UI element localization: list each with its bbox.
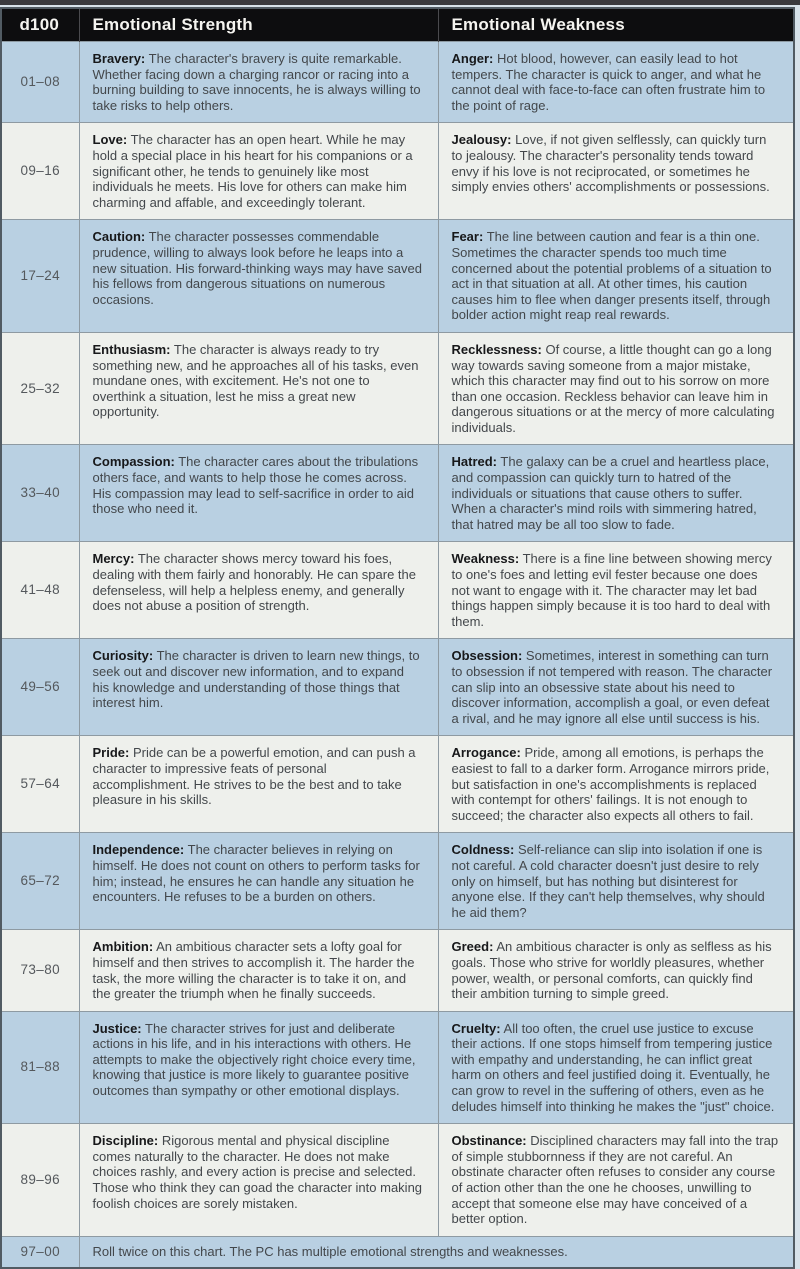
dice-range: 57–64 xyxy=(1,736,79,833)
dice-range: 65–72 xyxy=(1,833,79,930)
weakness-term: Coldness: xyxy=(451,842,515,858)
weakness-text: The galaxy can be a cruel and heartless place, and compassion can quickly turn to hatred of the individuals or situations that cause others to suffer. When a character's mind roils with simmering hatred, that hatred may be all too slow to fade. xyxy=(451,454,770,532)
table-row xyxy=(1,42,794,123)
strength-text: Pride can be a powerful emotion, and can push a character to impressive feats of personal accomplishment. He strives to be the best and to take pleasure in his skills. xyxy=(92,745,416,808)
emotional-strength-weakness-table xyxy=(0,7,795,1269)
strength-text: The character is driven to learn new things, to seek out and discover new information, and to expand his knowledge and understanding of those things that interest him. xyxy=(92,648,420,711)
strength-text: An ambitious character sets a lofty goal for himself and then strives to accomplish it. The harder the task, the more willing the character is to take it on, and the greater the triumph when he finally succeeds. xyxy=(92,939,415,1002)
strength-term: Love: xyxy=(92,132,128,148)
strength-term: Caution: xyxy=(92,229,146,245)
weakness-term: Weakness: xyxy=(451,551,520,567)
roll-twice-note: Roll twice on this chart. The PC has multiple emotional strengths and weaknesses. xyxy=(79,1236,794,1268)
strength-cell xyxy=(79,542,438,639)
weakness-term: Anger: xyxy=(451,51,494,66)
strength-text: The character shows mercy toward his foes, dealing with them fairly and honorably. He can spare the defenseless, will help a helpless enemy, and generally does not abuse a position of strength. xyxy=(92,551,417,614)
strength-term: Mercy: xyxy=(92,551,135,567)
table-header xyxy=(1,8,794,42)
weakness-term: Hatred: xyxy=(451,454,498,470)
table-row xyxy=(1,1011,794,1124)
weakness-text: Pride, among all emotions, is perhaps the easiest to fall to a darker form. Arrogance mirrors pride, but satisfaction in one's accomplishments is replaced with contempt for others' failings. It is not enough to succeed; the character also expects all others to fail. xyxy=(451,745,770,823)
table-row xyxy=(1,1124,794,1237)
weakness-term: Obsession: xyxy=(451,648,523,664)
dice-range: 97–00 xyxy=(1,1236,79,1268)
strength-term: Enthusiasm: xyxy=(92,341,171,357)
dice-range: 41–48 xyxy=(1,542,79,639)
strength-cell xyxy=(79,736,438,833)
dice-range: 33–40 xyxy=(1,445,79,542)
weakness-cell xyxy=(438,42,794,123)
strength-text: Rigorous mental and physical discipline comes naturally to the character. He does not make choices rashly, and every action is precise and selected. Those who think they can goad the character into making foolish choices are sorely mistaken. xyxy=(92,1133,423,1211)
weakness-text: An ambitious character is only as selfless as his goals. Those who strive for worldly pleasures, whether power, wealth, or personal comforts, can quickly find their ambition turning to simple greed. xyxy=(451,939,772,1002)
weakness-term: Arrogance: xyxy=(451,745,521,761)
weakness-cell xyxy=(438,930,794,1011)
table-row xyxy=(1,332,794,445)
weakness-text: The line between caution and fear is a thin one. Sometimes the character spends too much time concerned about the potential problems of a situation to act in that situation at all. At other times, his caution causes him to flee when danger presents itself, through bolder action might reap real rewards. xyxy=(451,229,772,323)
weakness-cell xyxy=(438,833,794,930)
dice-range: 73–80 xyxy=(1,930,79,1011)
strength-cell xyxy=(79,445,438,542)
strength-term: Pride: xyxy=(92,745,130,761)
strength-text: The character is always ready to try something new, and he approaches all of his tasks, even mundane ones, with excitement. He's not one to overthink a situation, lest he miss a great new opportunity. xyxy=(92,341,419,420)
dice-range: 89–96 xyxy=(1,1124,79,1237)
strength-text: The character strives for just and deliberate actions in his life, and in his interactions with others. He attempts to make the objectively right choice every time, knowing that justice is more likely to guarantee positive outcomes than sympathy or other emotional displays. xyxy=(92,1020,416,1099)
strength-cell xyxy=(79,332,438,445)
table-body xyxy=(1,42,794,1269)
weakness-cell xyxy=(438,639,794,736)
strength-cell xyxy=(79,220,438,333)
strength-text: The character's bravery is quite remarkable. Whether facing down a charging rancor or racing into a burning building to save innocents, he is always willing to take risks to help others. xyxy=(92,51,421,113)
strength-term: Justice: xyxy=(92,1020,142,1036)
dice-range: 09–16 xyxy=(1,123,79,220)
weakness-text: Disciplined characters may fall into the trap of simple stubbornness if they are not careful. An obstinate character often refuses to consider any course of action other than the one he chooses, unwilling to accept that someone else may have conceived of a better option. xyxy=(451,1133,779,1227)
strength-text: The character has an open heart. While he may hold a special place in his heart for his companions or a significant other, he tends to genuinely like most individuals he meets. His love for others can make him charming and affable, and exceedingly tolerant. xyxy=(92,132,413,210)
table-row xyxy=(1,220,794,333)
strength-cell xyxy=(79,833,438,930)
strength-term: Bravery: xyxy=(92,51,146,66)
dice-range: 81–88 xyxy=(1,1011,79,1124)
strength-cell xyxy=(79,1124,438,1237)
weakness-term: Fear: xyxy=(451,229,484,245)
header-emotional-weakness: Emotional Weakness xyxy=(438,8,794,42)
weakness-text: There is a fine line between showing mercy to one's foes and letting evil fester because one does not want to engage with it. The character may let bad things happen simply because it is too hard to deal with them. xyxy=(451,551,772,629)
weakness-text: All too often, the cruel use justice to excuse their actions. If one stops himself from tempering justice with empathy and understanding, he can inflict great harm on others and feel justified doing it. Eventually, he can grow to revel in the suffering of others, even as he deludes himself into thinking he makes the "just" choice. xyxy=(451,1020,775,1114)
strength-term: Compassion: xyxy=(92,454,175,470)
strength-cell xyxy=(79,1011,438,1124)
strength-text: The character possesses commendable prudence, willing to always look before he leaps into a new situation. His forward-thinking ways may have saved his fellows from dangerous situations on numerous occasions. xyxy=(92,229,422,307)
header-emotional-strength: Emotional Strength xyxy=(79,8,438,42)
table-row xyxy=(1,930,794,1011)
strength-cell xyxy=(79,930,438,1011)
weakness-text: Of course, a little thought can go a long way towards saving someone from a major mistake, which this character may find out to his sorrow on more than one occasion. Reckless behavior can leave him in dangerous situations or at the mercy of more calculating individuals. xyxy=(451,341,775,435)
strength-cell xyxy=(79,123,438,220)
weakness-cell xyxy=(438,332,794,445)
header-d100: d100 xyxy=(1,8,79,42)
strength-text: The character believes in relying on himself. He does not count on others to perform tasks for him; instead, he ensures he can handle any situation he encounters. He refuses to be a burden on others. xyxy=(92,842,420,905)
strength-cell xyxy=(79,639,438,736)
weakness-cell xyxy=(438,1124,794,1237)
table-row xyxy=(1,542,794,639)
weakness-term: Cruelty: xyxy=(451,1020,501,1036)
weakness-cell xyxy=(438,220,794,333)
weakness-text: Hot blood, however, can easily lead to hot tempers. The character is quick to anger, and what he cannot deal with face-to-face can often frustrate him to the point of rage. xyxy=(451,51,766,113)
table-row xyxy=(1,123,794,220)
weakness-cell xyxy=(438,542,794,639)
strength-term: Discipline: xyxy=(92,1133,159,1149)
strength-text: The character cares about the tribulations others face, and wants to help those he comes across. His compassion may lead to self-sacrifice in order to aid those who need it. xyxy=(92,454,419,517)
table-row xyxy=(1,445,794,542)
weakness-cell xyxy=(438,445,794,542)
strength-term: Ambition: xyxy=(92,939,154,955)
weakness-term: Greed: xyxy=(451,939,494,955)
dice-range: 17–24 xyxy=(1,220,79,333)
weakness-text: Self-reliance can slip into isolation if one is not careful. A cold character doesn't just desire to rely only on himself, but has nothing but disinterest for anyone else. If they can't help themselves, why should he aid them? xyxy=(451,842,765,920)
weakness-term: Jealousy: xyxy=(451,132,512,148)
strength-term: Independence: xyxy=(92,842,185,858)
weakness-cell xyxy=(438,1011,794,1124)
dice-range: 01–08 xyxy=(1,42,79,123)
page-top-edge xyxy=(0,0,800,5)
table-row-roll-twice xyxy=(1,1236,794,1268)
dice-range: 49–56 xyxy=(1,639,79,736)
strength-cell xyxy=(79,42,438,123)
weakness-term: Obstinance: xyxy=(451,1133,527,1149)
dice-range: 25–32 xyxy=(1,332,79,445)
weakness-cell xyxy=(438,736,794,833)
table-row xyxy=(1,639,794,736)
table-row xyxy=(1,736,794,833)
weakness-text: Sometimes, interest in something can turn to obsession if not tempered with reason. The character can slip into an obsessive state about his need to discover information, accomplish a goal, or even defeat a rival, and he may ignore all else until success is his. xyxy=(451,648,773,726)
weakness-cell xyxy=(438,123,794,220)
weakness-term: Recklessness: xyxy=(451,341,542,357)
strength-term: Curiosity: xyxy=(92,648,154,664)
table-row xyxy=(1,833,794,930)
weakness-text: Love, if not given selflessly, can quickly turn to jealousy. The character's personality tends toward envy if his love is not reciprocated, or sometimes he simply envies others' accomplishments or possessions. xyxy=(451,132,770,195)
